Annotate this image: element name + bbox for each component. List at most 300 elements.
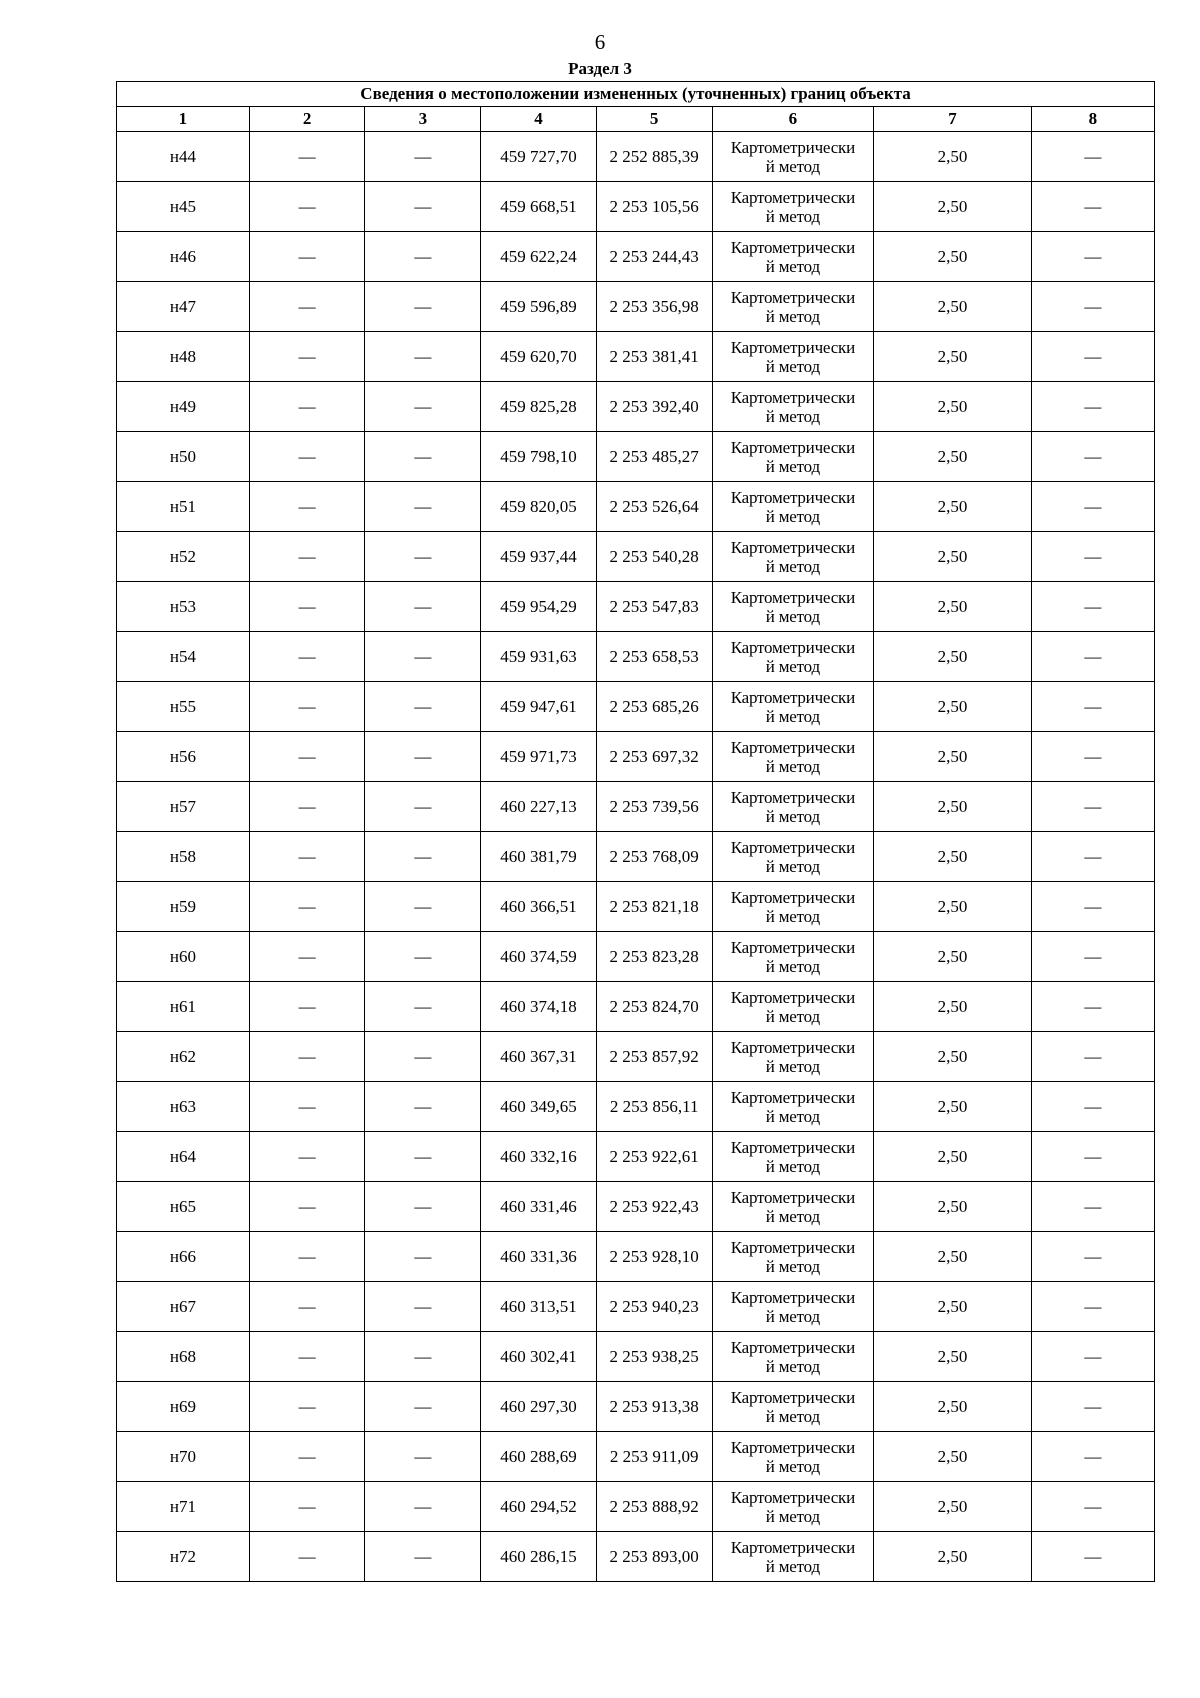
accuracy-cell: 2,50 <box>874 582 1031 632</box>
method-text: й метод <box>765 506 820 526</box>
method-text: Картометрически <box>730 787 855 807</box>
accuracy-cell: 2,50 <box>874 1382 1031 1432</box>
point-number-cell: н49 <box>117 382 250 432</box>
method-cell <box>712 1132 874 1182</box>
accuracy-cell: 2,50 <box>874 1482 1031 1532</box>
y-coordinate-cell: 2 253 105,56 <box>596 182 712 232</box>
column-3-cell: — <box>365 1032 481 1082</box>
method-text: Картометрически <box>730 187 855 207</box>
y-coordinate-cell: 2 253 381,41 <box>596 332 712 382</box>
column-2-cell: — <box>249 982 365 1032</box>
column-3-cell: — <box>365 232 481 282</box>
x-coordinate-cell: 460 349,65 <box>481 1082 597 1132</box>
column-2-cell: — <box>249 1482 365 1532</box>
y-coordinate-cell: 2 253 768,09 <box>596 832 712 882</box>
column-8-cell: — <box>1031 182 1154 232</box>
method-text: й метод <box>765 1556 820 1576</box>
accuracy-cell: 2,50 <box>874 232 1031 282</box>
method-cell <box>712 982 874 1032</box>
point-number-cell: н53 <box>117 582 250 632</box>
x-coordinate-cell: 459 947,61 <box>481 682 597 732</box>
method-text: й метод <box>765 756 820 776</box>
x-coordinate-cell: 460 381,79 <box>481 832 597 882</box>
column-2-cell: — <box>249 882 365 932</box>
x-coordinate-cell: 460 288,69 <box>481 1432 597 1482</box>
table-row <box>117 1232 1155 1282</box>
column-3-cell: — <box>365 1132 481 1182</box>
x-coordinate-cell: 459 622,24 <box>481 232 597 282</box>
table-row <box>117 982 1155 1032</box>
column-header: 1 <box>117 107 250 132</box>
accuracy-cell: 2,50 <box>874 682 1031 732</box>
method-cell <box>712 782 874 832</box>
column-8-cell: — <box>1031 1382 1154 1432</box>
column-3-cell: — <box>365 1282 481 1332</box>
method-cell <box>712 282 874 332</box>
column-header: 4 <box>481 107 597 132</box>
y-coordinate-cell: 2 253 821,18 <box>596 882 712 932</box>
method-cell <box>712 682 874 732</box>
point-number-cell: н69 <box>117 1382 250 1432</box>
y-coordinate-cell: 2 253 922,61 <box>596 1132 712 1182</box>
method-cell <box>712 1382 874 1432</box>
column-2-cell: — <box>249 632 365 682</box>
x-coordinate-cell: 459 620,70 <box>481 332 597 382</box>
column-8-cell: — <box>1031 332 1154 382</box>
method-text: Картометрически <box>730 987 855 1007</box>
method-text: Картометрически <box>730 1387 855 1407</box>
method-text: й метод <box>765 1406 820 1426</box>
column-number-row <box>117 107 1155 132</box>
y-coordinate-cell: 2 253 893,00 <box>596 1532 712 1582</box>
point-number-cell: н71 <box>117 1482 250 1532</box>
column-3-cell: — <box>365 882 481 932</box>
accuracy-cell: 2,50 <box>874 1332 1031 1382</box>
method-text: Картометрически <box>730 537 855 557</box>
column-8-cell: — <box>1031 1132 1154 1182</box>
method-text: й метод <box>765 706 820 726</box>
x-coordinate-cell: 459 798,10 <box>481 432 597 482</box>
column-header: 2 <box>249 107 365 132</box>
method-cell <box>712 1532 874 1582</box>
column-2-cell: — <box>249 1282 365 1332</box>
table-row <box>117 482 1155 532</box>
column-2-cell: — <box>249 582 365 632</box>
x-coordinate-cell: 459 971,73 <box>481 732 597 782</box>
y-coordinate-cell: 2 253 739,56 <box>596 782 712 832</box>
method-cell <box>712 1332 874 1382</box>
point-number-cell: н66 <box>117 1232 250 1282</box>
point-number-cell: н61 <box>117 982 250 1032</box>
method-text: й метод <box>765 606 820 626</box>
column-8-cell: — <box>1031 732 1154 782</box>
point-number-cell: н60 <box>117 932 250 982</box>
table-row <box>117 1382 1155 1432</box>
table-row <box>117 1032 1155 1082</box>
method-text: й метод <box>765 156 820 176</box>
table-row <box>117 732 1155 782</box>
column-8-cell: — <box>1031 1182 1154 1232</box>
column-8-cell: — <box>1031 782 1154 832</box>
method-cell <box>712 182 874 232</box>
table-row <box>117 632 1155 682</box>
point-number-cell: н51 <box>117 482 250 532</box>
table-row <box>117 532 1155 582</box>
method-cell <box>712 932 874 982</box>
column-8-cell: — <box>1031 1532 1154 1582</box>
method-cell <box>712 1032 874 1082</box>
column-2-cell: — <box>249 832 365 882</box>
y-coordinate-cell: 2 253 913,38 <box>596 1382 712 1432</box>
column-3-cell: — <box>365 182 481 232</box>
method-text: й метод <box>765 906 820 926</box>
column-2-cell: — <box>249 782 365 832</box>
column-2-cell: — <box>249 1532 365 1582</box>
method-text: Картометрически <box>730 237 855 257</box>
table-caption: Сведения о местоположении измененных (уточненных) границ объекта <box>117 82 1155 107</box>
column-3-cell: — <box>365 332 481 382</box>
accuracy-cell: 2,50 <box>874 482 1031 532</box>
method-text: й метод <box>765 1206 820 1226</box>
y-coordinate-cell: 2 253 244,43 <box>596 232 712 282</box>
column-3-cell: — <box>365 132 481 182</box>
method-text: Картометрически <box>730 587 855 607</box>
column-2-cell: — <box>249 682 365 732</box>
column-3-cell: — <box>365 1432 481 1482</box>
table-row <box>117 1182 1155 1232</box>
x-coordinate-cell: 459 825,28 <box>481 382 597 432</box>
column-3-cell: — <box>365 582 481 632</box>
method-cell <box>712 1482 874 1532</box>
point-number-cell: н70 <box>117 1432 250 1482</box>
column-8-cell: — <box>1031 582 1154 632</box>
method-text: й метод <box>765 856 820 876</box>
method-text: Картометрически <box>730 1037 855 1057</box>
column-2-cell: — <box>249 232 365 282</box>
column-3-cell: — <box>365 1082 481 1132</box>
point-number-cell: н58 <box>117 832 250 882</box>
method-cell <box>712 482 874 532</box>
table-row <box>117 682 1155 732</box>
column-2-cell: — <box>249 1082 365 1132</box>
column-8-cell: — <box>1031 382 1154 432</box>
column-8-cell: — <box>1031 132 1154 182</box>
column-2-cell: — <box>249 332 365 382</box>
point-number-cell: н64 <box>117 1132 250 1182</box>
y-coordinate-cell: 2 252 885,39 <box>596 132 712 182</box>
method-cell <box>712 532 874 582</box>
table-row <box>117 932 1155 982</box>
x-coordinate-cell: 460 313,51 <box>481 1282 597 1332</box>
column-2-cell: — <box>249 182 365 232</box>
method-text: й метод <box>765 1456 820 1476</box>
method-text: й метод <box>765 556 820 576</box>
point-number-cell: н62 <box>117 1032 250 1082</box>
column-2-cell: — <box>249 132 365 182</box>
column-3-cell: — <box>365 1182 481 1232</box>
column-8-cell: — <box>1031 1432 1154 1482</box>
column-3-cell: — <box>365 1332 481 1382</box>
column-8-cell: — <box>1031 232 1154 282</box>
column-2-cell: — <box>249 932 365 982</box>
method-cell <box>712 232 874 282</box>
accuracy-cell: 2,50 <box>874 1532 1031 1582</box>
table-row <box>117 1432 1155 1482</box>
accuracy-cell: 2,50 <box>874 1032 1031 1082</box>
accuracy-cell: 2,50 <box>874 1082 1031 1132</box>
column-3-cell: — <box>365 1382 481 1432</box>
point-number-cell: н54 <box>117 632 250 682</box>
table-row <box>117 1282 1155 1332</box>
table-row <box>117 1132 1155 1182</box>
method-cell <box>712 382 874 432</box>
point-number-cell: н56 <box>117 732 250 782</box>
y-coordinate-cell: 2 253 356,98 <box>596 282 712 332</box>
table-row <box>117 132 1155 182</box>
coordinates-table <box>116 81 1155 1582</box>
column-3-cell: — <box>365 682 481 732</box>
y-coordinate-cell: 2 253 823,28 <box>596 932 712 982</box>
table-row <box>117 832 1155 882</box>
method-cell <box>712 632 874 682</box>
column-3-cell: — <box>365 982 481 1032</box>
method-text: Картометрически <box>730 1287 855 1307</box>
table-row <box>117 782 1155 832</box>
method-cell <box>712 332 874 382</box>
method-text: й метод <box>765 456 820 476</box>
method-text: Картометрически <box>730 437 855 457</box>
method-cell <box>712 132 874 182</box>
y-coordinate-cell: 2 253 888,92 <box>596 1482 712 1532</box>
method-text: Картометрически <box>730 1437 855 1457</box>
column-2-cell: — <box>249 482 365 532</box>
table-row <box>117 282 1155 332</box>
method-text: й метод <box>765 1356 820 1376</box>
method-cell <box>712 582 874 632</box>
y-coordinate-cell: 2 253 392,40 <box>596 382 712 432</box>
method-text: Картометрически <box>730 287 855 307</box>
column-header: 6 <box>712 107 874 132</box>
x-coordinate-cell: 460 227,13 <box>481 782 597 832</box>
method-text: Картометрически <box>730 1487 855 1507</box>
y-coordinate-cell: 2 253 547,83 <box>596 582 712 632</box>
y-coordinate-cell: 2 253 658,53 <box>596 632 712 682</box>
method-cell <box>712 1432 874 1482</box>
x-coordinate-cell: 460 297,30 <box>481 1382 597 1432</box>
x-coordinate-cell: 459 937,44 <box>481 532 597 582</box>
table-row <box>117 332 1155 382</box>
column-8-cell: — <box>1031 632 1154 682</box>
column-8-cell: — <box>1031 482 1154 532</box>
x-coordinate-cell: 460 332,16 <box>481 1132 597 1182</box>
column-2-cell: — <box>249 532 365 582</box>
column-3-cell: — <box>365 632 481 682</box>
x-coordinate-cell: 459 820,05 <box>481 482 597 532</box>
method-text: й метод <box>765 256 820 276</box>
point-number-cell: н67 <box>117 1282 250 1332</box>
method-text: й метод <box>765 1306 820 1326</box>
point-number-cell: н59 <box>117 882 250 932</box>
column-8-cell: — <box>1031 932 1154 982</box>
column-3-cell: — <box>365 1532 481 1582</box>
method-text: й метод <box>765 1256 820 1276</box>
column-3-cell: — <box>365 282 481 332</box>
method-cell <box>712 732 874 782</box>
column-3-cell: — <box>365 732 481 782</box>
method-text: Картометрически <box>730 487 855 507</box>
x-coordinate-cell: 459 954,29 <box>481 582 597 632</box>
accuracy-cell: 2,50 <box>874 882 1031 932</box>
method-text: Картометрически <box>730 887 855 907</box>
x-coordinate-cell: 460 331,46 <box>481 1182 597 1232</box>
column-2-cell: — <box>249 1032 365 1082</box>
column-header: 8 <box>1031 107 1154 132</box>
method-cell <box>712 1082 874 1132</box>
x-coordinate-cell: 460 294,52 <box>481 1482 597 1532</box>
method-text: Картометрически <box>730 1237 855 1257</box>
column-3-cell: — <box>365 382 481 432</box>
accuracy-cell: 2,50 <box>874 1182 1031 1232</box>
point-number-cell: н47 <box>117 282 250 332</box>
column-3-cell: — <box>365 532 481 582</box>
column-2-cell: — <box>249 1332 365 1382</box>
method-text: Картометрически <box>730 1087 855 1107</box>
column-header: 3 <box>365 107 481 132</box>
method-text: й метод <box>765 806 820 826</box>
point-number-cell: н44 <box>117 132 250 182</box>
column-2-cell: — <box>249 1382 365 1432</box>
column-8-cell: — <box>1031 1032 1154 1082</box>
table-row <box>117 232 1155 282</box>
column-2-cell: — <box>249 382 365 432</box>
accuracy-cell: 2,50 <box>874 282 1031 332</box>
x-coordinate-cell: 460 286,15 <box>481 1532 597 1582</box>
method-text: Картометрически <box>730 1337 855 1357</box>
column-header: 7 <box>874 107 1031 132</box>
point-number-cell: н52 <box>117 532 250 582</box>
table-row <box>117 1532 1155 1582</box>
method-text: й метод <box>765 656 820 676</box>
y-coordinate-cell: 2 253 940,23 <box>596 1282 712 1332</box>
page-number: 6 <box>594 30 606 54</box>
y-coordinate-cell: 2 253 685,26 <box>596 682 712 732</box>
table-row <box>117 1332 1155 1382</box>
method-text: Картометрически <box>730 937 855 957</box>
point-number-cell: н57 <box>117 782 250 832</box>
column-2-cell: — <box>249 1182 365 1232</box>
column-3-cell: — <box>365 432 481 482</box>
method-text: й метод <box>765 406 820 426</box>
column-8-cell: — <box>1031 832 1154 882</box>
method-text: й метод <box>765 356 820 376</box>
table-row <box>117 382 1155 432</box>
column-3-cell: — <box>365 932 481 982</box>
method-text: Картометрически <box>730 837 855 857</box>
column-8-cell: — <box>1031 282 1154 332</box>
y-coordinate-cell: 2 253 540,28 <box>596 532 712 582</box>
y-coordinate-cell: 2 253 938,25 <box>596 1332 712 1382</box>
accuracy-cell: 2,50 <box>874 832 1031 882</box>
method-text: й метод <box>765 956 820 976</box>
column-2-cell: — <box>249 432 365 482</box>
method-text: й метод <box>765 306 820 326</box>
column-3-cell: — <box>365 832 481 882</box>
method-text: й метод <box>765 1156 820 1176</box>
accuracy-cell: 2,50 <box>874 1432 1031 1482</box>
method-text: Картометрически <box>730 737 855 757</box>
column-8-cell: — <box>1031 982 1154 1032</box>
method-cell <box>712 882 874 932</box>
point-number-cell: н45 <box>117 182 250 232</box>
accuracy-cell: 2,50 <box>874 1232 1031 1282</box>
point-number-cell: н63 <box>117 1082 250 1132</box>
accuracy-cell: 2,50 <box>874 932 1031 982</box>
section-title: Раздел 3 <box>568 59 632 78</box>
table-row <box>117 182 1155 232</box>
column-8-cell: — <box>1031 1282 1154 1332</box>
method-cell <box>712 1232 874 1282</box>
accuracy-cell: 2,50 <box>874 1282 1031 1332</box>
method-cell <box>712 832 874 882</box>
point-number-cell: н46 <box>117 232 250 282</box>
y-coordinate-cell: 2 253 526,64 <box>596 482 712 532</box>
point-number-cell: н55 <box>117 682 250 732</box>
x-coordinate-cell: 459 931,63 <box>481 632 597 682</box>
column-2-cell: — <box>249 1132 365 1182</box>
accuracy-cell: 2,50 <box>874 532 1031 582</box>
accuracy-cell: 2,50 <box>874 982 1031 1032</box>
column-8-cell: — <box>1031 1332 1154 1382</box>
accuracy-cell: 2,50 <box>874 782 1031 832</box>
column-8-cell: — <box>1031 532 1154 582</box>
x-coordinate-cell: 460 331,36 <box>481 1232 597 1282</box>
column-2-cell: — <box>249 1232 365 1282</box>
point-number-cell: н50 <box>117 432 250 482</box>
table-row <box>117 1082 1155 1132</box>
y-coordinate-cell: 2 253 928,10 <box>596 1232 712 1282</box>
accuracy-cell: 2,50 <box>874 132 1031 182</box>
y-coordinate-cell: 2 253 856,11 <box>596 1082 712 1132</box>
table-row <box>117 432 1155 482</box>
method-text: Картометрически <box>730 1537 855 1557</box>
x-coordinate-cell: 459 727,70 <box>481 132 597 182</box>
column-3-cell: — <box>365 782 481 832</box>
method-text: Картометрически <box>730 1187 855 1207</box>
column-2-cell: — <box>249 282 365 332</box>
method-text: й метод <box>765 1006 820 1026</box>
y-coordinate-cell: 2 253 697,32 <box>596 732 712 782</box>
x-coordinate-cell: 460 366,51 <box>481 882 597 932</box>
method-cell <box>712 1182 874 1232</box>
accuracy-cell: 2,50 <box>874 382 1031 432</box>
column-3-cell: — <box>365 1232 481 1282</box>
accuracy-cell: 2,50 <box>874 732 1031 782</box>
method-text: Картометрически <box>730 687 855 707</box>
column-header: 5 <box>596 107 712 132</box>
method-text: й метод <box>765 1106 820 1126</box>
column-8-cell: — <box>1031 1232 1154 1282</box>
table-row <box>117 882 1155 932</box>
y-coordinate-cell: 2 253 824,70 <box>596 982 712 1032</box>
column-2-cell: — <box>249 1432 365 1482</box>
column-8-cell: — <box>1031 432 1154 482</box>
column-3-cell: — <box>365 482 481 532</box>
point-number-cell: н68 <box>117 1332 250 1382</box>
column-8-cell: — <box>1031 882 1154 932</box>
point-number-cell: н65 <box>117 1182 250 1232</box>
column-8-cell: — <box>1031 1482 1154 1532</box>
y-coordinate-cell: 2 253 857,92 <box>596 1032 712 1082</box>
